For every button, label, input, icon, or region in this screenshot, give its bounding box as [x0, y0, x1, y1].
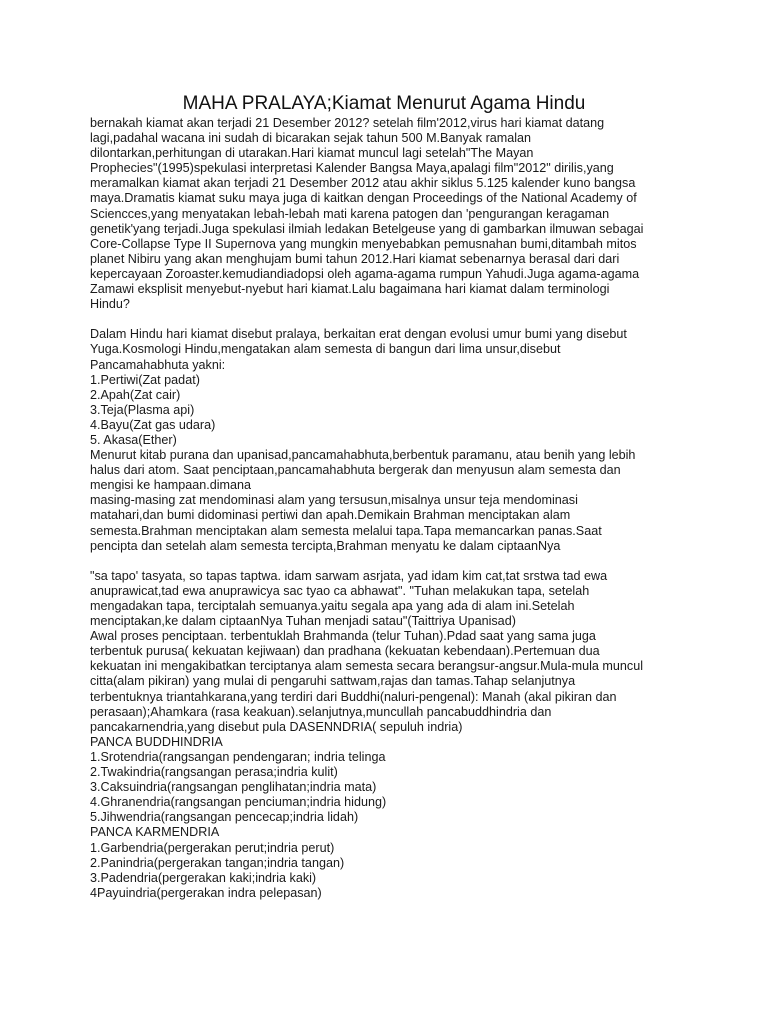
text-line: bernakah kiamat akan terjadi 21 Desember 2012? setelah film'2012,virus hari kiamat datang [90, 116, 605, 130]
document-body [90, 116, 690, 901]
text-line: semesta.Brahman menciptakan alam semesta melalui tapa.Tapa memancarkan panas.Saat [90, 523, 602, 538]
text-line: mengisi ke hampaan.dimana [90, 478, 252, 493]
text-line: dilontarkan,perhitungan di utarakan.Hari kiamat muncul lagi setelah"The Mayan [90, 146, 534, 161]
text-line: 3.Teja(Plasma api) [90, 402, 195, 417]
text-line: terbentuknya triantahkarana,yang terdiri dari Buddhi(naluri-pengenal): Manah (akal pikiran dan [90, 689, 617, 704]
text-line: masing-masing zat mendominasi alam yang tersusun,misalnya unsur teja mendominasi [90, 493, 578, 508]
text-line: 3.Padendria(pergerakan kaki;indria kaki) [90, 870, 317, 885]
text-line: 2.Apah(Zat cair) [90, 387, 181, 402]
text-line: Hindu? [90, 297, 130, 312]
text-line: anuprawicat,tad ewa anuprawicya sac tyao ca abhawat". "Tuhan melakukan tapa, setelah [90, 583, 590, 598]
text-line: PANCA KARMENDRIA [90, 825, 220, 840]
text-line: 2.Panindria(pergerakan tangan;indria tangan) [90, 855, 345, 870]
text-line: Pancamahabhuta yakni: [90, 357, 226, 372]
text-line: pancakarnendria,yang disebut pula DASENNDRIA( sepuluh indria) [90, 719, 463, 734]
text-line: terbentuk purusa( kekuatan kejiwaan) dan pradhana (kekuatan kebendaan).Pertemuan dua [90, 644, 600, 659]
text-line: kepercayaan Zoroaster.kemudiandiadopsi oleh agama-agama rumpun Yahudi.Juga agama-agama [90, 266, 640, 281]
text-line: 1.Srotendria(rangsangan pendengaran; indria telinga [90, 749, 386, 764]
text-line: mengadakan tapa, terciptalah semuanya.yaitu segala apa yang ada di alam ini.Setelah [90, 599, 575, 613]
text-line: Dalam Hindu hari kiamat disebut pralaya, berkaitan erat dengan evolusi umur bumi yang disebut [90, 327, 627, 342]
text-line: meramalkan kiamat akan terjadi 21 Desember 2012 atau akhir siklus 5.125 kalender kuno bangsa [90, 176, 636, 191]
text-line: pencipta dan setelah alam semesta tercipta,Brahman menyatu ke dalam ciptaanNya [90, 538, 561, 553]
text-line: citta(alam pikiran) yang mulai di pengaruhi sattwam,rajas dan tamas.Tahap selanjutnya [90, 674, 576, 689]
text-line: 2.Twakindria(rangsangan perasa;indria kulit) [90, 765, 338, 780]
document-title: MAHA PRALAYA;Kiamat Menurut Agama Hindu [182, 93, 586, 114]
text-line: kekuatan ini mengakibatkan terciptanya alam semesta secara berangsur-angsur.Mula-mula muncul [90, 659, 644, 674]
text-line: Core-Collapse Type II Supernova yang mungkin menyebabkan pemusnahan bumi,ditambah mitos [90, 236, 637, 251]
text-line: halus dari atom. Saat penciptaan,pancamahabhuta bergerak dan menyusun alam semesta dan [90, 463, 621, 478]
text-line: "sa tapo' tasyata, so tapas taptwa. idam sarwam asrjata, yad idam kim cat,tat srstwa tad ewa [90, 568, 608, 583]
paragraph-spacer [90, 554, 690, 569]
text-line: Menurut kitab purana dan upanisad,pancamahabhuta,berbentuk paramanu, atau benih yang lebih [90, 448, 636, 463]
text-line: Awal proses penciptaan. terbentuklah Brahmanda (telur Tuhan).Pdad saat yang sama juga [90, 629, 596, 644]
text-line: PANCA BUDDHINDRIA [90, 734, 223, 749]
text-line: 4Payuindria(pergerakan indra pelepasan) [90, 885, 322, 900]
text-line: Zamawi eksplisit menyebut-nyebut hari kiamat.Lalu bagaimana hari kiamat dalam terminologi [90, 282, 610, 297]
text-line: perasaan);Ahamkara (rasa keakuan).selanjutnya,muncullah pancabuddhindria dan [90, 704, 552, 719]
text-line: 1.Garbendria(pergerakan perut;indria perut) [90, 840, 335, 855]
text-line: lagi,padahal wacana ini sudah di bicarakan sejak tahun 500 M.Banyak ramalan [90, 131, 532, 146]
text-line: planet Nibiru yang akan menghujam bumi tahun 2012.Hari kiamat sebenarnya berasal dari dari [90, 251, 620, 266]
text-line: 4.Ghranendria(rangsangan penciuman;indria hidung) [90, 795, 387, 810]
text-line: 3.Caksuindria(rangsangan penglihatan;indria mata) [90, 780, 377, 795]
paragraph-spacer [90, 312, 690, 327]
text-line: maya.Dramatis kiamat suku maya juga di kaitkan dengan Proceedings of the National Academy of [90, 191, 637, 206]
text-line: matahari,dan bumi didominasi pertiwi dan apah.Demikain Brahman menciptakan alam [90, 508, 571, 523]
text-line: menciptakan,ke dalam ciptaanNya Tuhan menjadi satau"(Taittriya Upanisad) [90, 614, 516, 629]
text-line: 5.Jihwendria(rangsangan pencecap;indria lidah) [90, 810, 359, 825]
text-line: genetik'yang terjadi.Juga spekulasi ilmiah ledakan Betelgeuse yang di gambarkan ilmuwan sebagai [90, 221, 644, 236]
text-line: Prophecies"(1995)spekulasi interpretasi Kalender Bangsa Maya,apalagi film"2012" dirilis,yang [90, 161, 614, 176]
text-line: 5. Akasa(Ether) [90, 432, 177, 447]
text-line: 4.Bayu(Zat gas udara) [90, 417, 216, 432]
text-line: Yuga.Kosmologi Hindu,mengatakan alam semesta di bangun dari lima unsur,disebut [90, 342, 561, 357]
text-line: 1.Pertiwi(Zat padat) [90, 372, 200, 387]
text-line: Sciencces,yang menyatakan lebah-lebah mati karena patogen dan 'pengurangan keragaman [90, 206, 610, 221]
